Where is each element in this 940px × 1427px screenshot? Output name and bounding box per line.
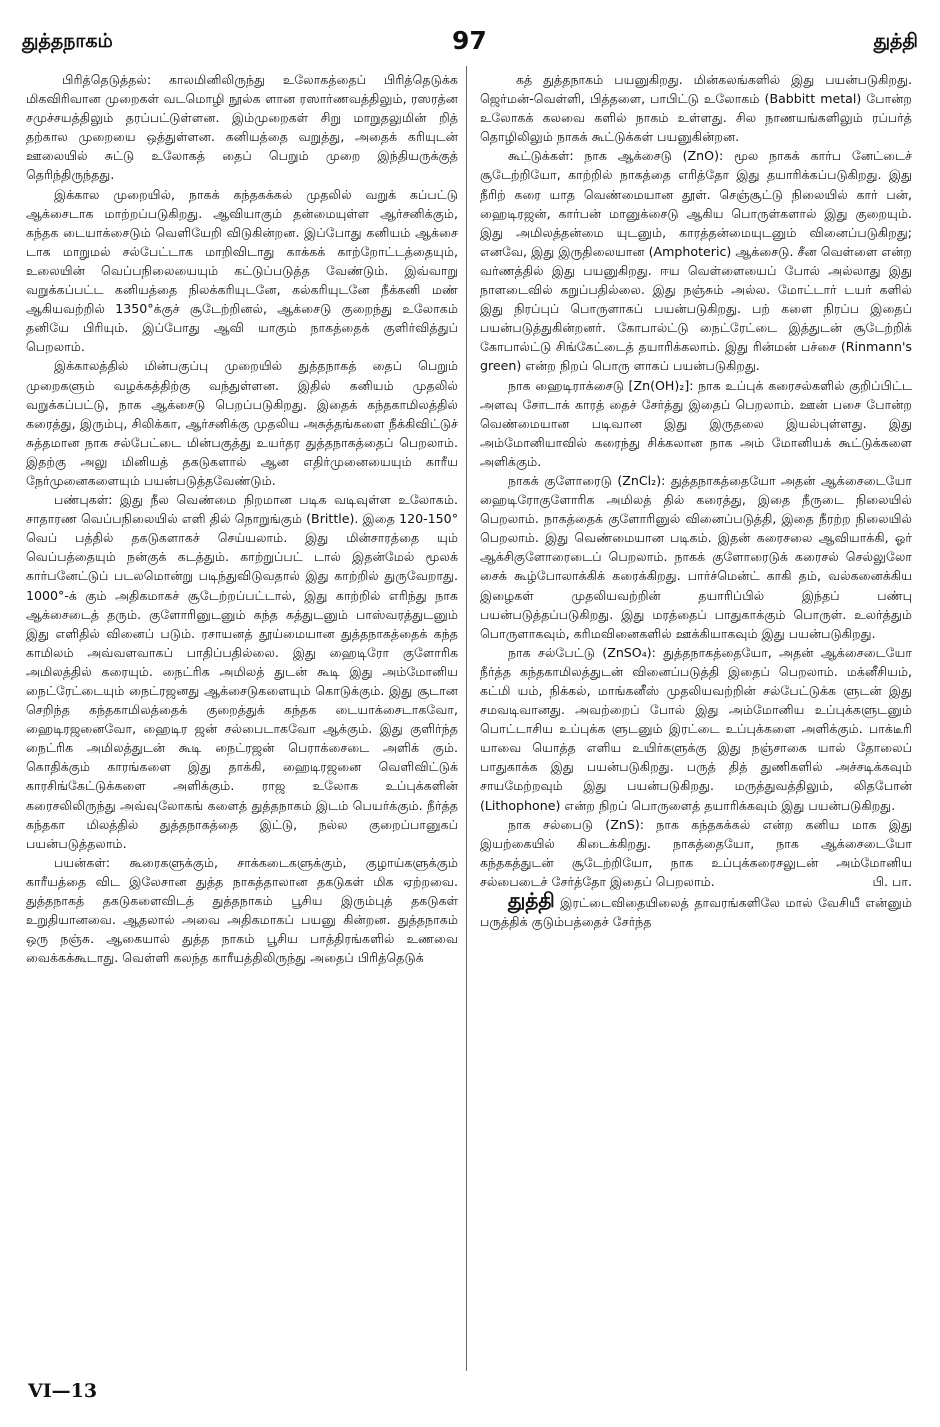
paragraph-zinc-hydroxide: நாக ஹைடிராக்சைடு [Zn(OH)₂]: நாக உப்புக் கரைசல்களில் குறிப்பிட்ட அளவு சோடாக் காரத் தைச் சேர்த்து இதைப் பெறலாம். ஊன் பசை போன்ற வெண்மையான படிவான இது இருதலை இயல்புள்ளது. இது அம்மோனியாவில் கரைந்து சிக்கலான நாக அம் மோனியக் கூட்டுக்களை அளிக்கும். [480, 377, 912, 469]
author-signature: பி. பா. [872, 873, 912, 889]
page-header [22, 26, 918, 60]
paragraph-zinc-chloride: நாகக் குளோரைடு (ZnCl₂): துத்தநாகத்தையோ அதன் ஆக்சைடையோ ஹைடிரோகுளோரிக அமிலத் தில் கரைத்து, இதை நீருடை நிலையில் பெறலாம். நாகத்தைக் குளோரினுல் வினைப்படுத்தி, இதை நீரற்ற நிலையில் பெறலாம். இது வெண்மையான படிகம். இதன் கரைசலை ஆவியாக்கி, ஓர் ஆக்சிகுளோரைடைப் பெறலாம். நாகக் குளோரைடுக் கரைசல் செல்லுலோ சைக் கூழ்போலாக்கிக் கரைக்கிறது. பார்ச்மென்ட் காகி தம், வல்கனைக்கிய இழைகள் முதலியவற்றின் தயாரிப்பில் இந்தப் பண்பு பயன்படுத்தப்படுகிறது. இது மரத்தைப் பாதுகாக்கும் பொருள். உலர்த்தும் பொருளாகவும், கரிமவினைகளில் ஊக்கியாகவும் இது பயன்படுகிறது. [480, 472, 912, 641]
left-column [26, 70, 458, 1370]
volume-signature: VI—13 [28, 1380, 98, 1402]
paragraph-uses-continued: கத் துத்தநாகம் பயனுகிறது. மின்கலங்களில் இது பயன்படுகிறது. ஜெர்மன்-வெள்ளி, பித்தளை, பாபிட்டு உலோகம் (Babbitt metal) போன்ற உலோகக் கலவை களில் நாகம் உள்ளது. சில நாணயங்களிலும் ரப்பர்த் தொழிலிலும் நாகக் கூட்டுக்கள் பயனுகின்றன. [480, 72, 912, 145]
paragraph-zinc-sulphide [480, 815, 912, 891]
entry-text: இரட்டைவிதையிலைத் தாவரங்களிலே மால் வேசியீ என்னும் பருத்திக் குடும்பத்தைச் சேர்ந்த [480, 895, 912, 930]
paragraph-properties: பண்புகள்: இது நீல வெண்மை நிறமான படிக வடிவுள்ள உலோகம். சாதாரண வெப்பநிலையில் எளி தில் நொறுங்கும் (Brittle). இதை 120-150° வெப் பத்தில் தகடுகளாகச் செய்யலாம். இது மின்சாரத்தை யும் வெப்பத்தையும் நன்குக் கடத்தும். காற்றுப்பட் டால் இதன்மேல் மூலக் கார்பனேட்டுப் படலமொன்று படிந்துவிடுவதால் இது காற்றில் துருவேறாது. 1000°-க் கும் அதிகமாகச் சூடேற்றப்பட்டால், இது காற்றில் எரிந்து நாக ஆக்சைடைத் தரும். குளோரினுடனும் கந்த கத்துடனும் பாஸ்வரத்துடனும் இது எளிதில் வினைப் படும். ரசாயனத் தூய்மையான துத்தநாகத்தைக் கந்த காமிலம் அவ்வளவாகப் பாதிப்பதில்லை. இது ஹைடிரோ குளோரிக அமிலத்தில் கரையும். நைட்ரிக அமிலத் துடன் கூடி இது அம்மோனிய நைட்ரேட்டையும் நைட்ரஜனது ஆக்சைடுகளையும் கொடுக்கும். இது சூடான செறிந்த கந்தகாமிலத்தைக் குறைத்துக் கந்தக டையாக்சைடாகவோ, ஹைடிரஜனைவோ, ஹைடிர ஜன் சல்பைடாகவோ ஆக்கும். இது குளிர்ந்த நைட்ரிக அமிலத்துடன் கூடி நைட்ரஜன் பெராக்சைடை அளிக் கும். கொதிக்கும் காரங்களை இது தாக்கி, ஹைடிரஜனை வெளிவிட்டுக் காரசிங்கேட்டுக்களை அளிக்கும். ராஜ உலோக உப்புக்களின் கரைசலிலிருந்து அவ்வுலோகங் களைத் துத்தநாகம் இடம் பெயர்க்கும். நீர்த்த கந்தகா மிலத்தில் துத்தநாகத்தை இட்டு, நல்ல குறைப்பானுகப் பயன்படுத்தலாம். [26, 492, 458, 851]
paragraph-extraction: பிரித்தெடுத்தல்: காலமினிலிருந்து உலோகத்தைப் பிரித்தெடுக்க மிகவிரிவான முறைகள் வடமொழி நூல்க ளான ரஸார்ணவத்திலும், ரஸரத்ன சமுச்சயத்திலும் தரப்பட்டுள்ளன. இம்முறைகள் சிறு மாறுதலுமின் றித் தற்கால முறையை ஒத்துள்ளன. கனியத்தை வறுத்து, அதைக் கரியுடன் ஊலையில் சுட்டு உலோகத் தைப் பெறும் முறை இந்தியருக்குத் தெரிந்திருந்தது. [26, 72, 458, 183]
paragraph-electrolysis: இக்காலத்தில் மின்பகுப்பு முறையில் துத்தநாகத் தைப் பெறும் முறைகளும் வழக்கத்திற்கு வந்துள்ளன. இதில் கனியம் முதலில் வறுக்கப்பட்டு, நாக ஆக்சைடு பெறப்படுகிறது. இதைக் கந்தகாமிலத்தில் கரைத்து, இரும்பு, சிலிக்கா, ஆர்சனிக்கு முதலிய அசுத்தங்களை நீக்கிவிட்டுச் சுத்தமான நாக சல்பேட்டை மின்பகுத்து உயர்தர துத்தநாகத்தைப் பெறலாம். இதற்கு அலு மினியத் தகடுகளால் ஆன எதிர்முனையையும் காரீய நேர்முனைகளையும் பயன்படுத்தவேண்டும். [26, 358, 458, 488]
page-number: 97 [452, 26, 487, 55]
entry-headword: துத்தி [508, 888, 555, 913]
running-head-left: துத்தநாகம் [22, 30, 113, 52]
column-divider [466, 66, 467, 1371]
paragraph-zinc-oxide: கூட்டுக்கள்: நாக ஆக்சைடு (ZnO): மூல நாகக் கார்ப னேட்டைச் சூடேற்றியோ, காற்றில் நாகத்தை எரித்தோ இது தயாரிக்கப்படுகிறது. இது நீரிற் கரை யாத வெண்மையான தூள். செஞ்சூட்டு நிலையில் கார் பன், ஹைடிரஜன், கார்பன் மானுக்சைடு ஆகிய பொருள்களால் இது குறையும். இது அமிலத்தன்மை யுடனும், காரத்தன்மையுடனும் வினைப்படுகிறது; எனவே, இது இருதிலையான (Amphoteric) ஆக்சைடு. சீன வெள்ளை என்ற வர்ணத்தில் இது பயனுகிறது. ஈய வெள்ளையைப் போல் அல்லாது இது நாளடைவில் கறுப்பதில்லை. இது நஞ்சும் அல்ல. மோட்டார் டயர் களில் இது நிரப்புப் பொருளாகப் பயன்படுகிறது. பற் களை நிரப்ப இதைப் பயன்படுத்துகின்றனர். கோபால்ட்டு நைட்ரேட்டை இத்துடன் சூடேற்றிக் கோபால்ட்டு சிங்கேட்டைத் தயாரிக்கலாம். இது ரின்மன் பச்சை (Rinmann's green) என்ற நிறப் பொரு ளாகப் பயன்படுகிறது. [480, 148, 912, 374]
next-entry [480, 888, 912, 931]
paragraph-zinc-sulphate: நாக சல்பேட்டு (ZnSO₄): துத்தநாகத்தையோ, அதன் ஆக்சைடையோ நீர்த்த கந்தகாமிலத்துடன் வினைப்படுத்தி இதைப் பெறலாம். மக்னீசியம், கட்மி யம், நிக்கல், மாங்கனீஸ் முதலியவற்றின் சல்பேட்டுக்க ளுடன் இது சமவடிவானது. அவற்றைப் போல் இது அம்மோனிய உப்புக்களுடனும் பொட்டாசிய உப்புக்க ளுடனும் இரட்டை உப்புக்களை அளிக்கும். பாக்டீரி யாவை யொத்த எளிய உயிர்களுக்கு இது நஞ்சாகை யால் தோலைப் பாதுகாக்க இது பயன்படுகிறது. பருத் தித் துணிகளில் அச்சடிக்கவும் சாயமேற்றவும் இது பயன்படுகிறது. மருத்துவத்திலும், லிதபோன் (Lithophone) என்ற நிறப் பொருளைத் தயாரிக்கவும் இது பயன்படுகிறது. [480, 644, 912, 813]
running-head-right: துத்தி [873, 30, 918, 52]
right-column [480, 70, 912, 1370]
paragraph-uses: பயன்கள்: கூரைகளுக்கும், சாக்கடைகளுக்கும், குழாய்களுக்கும் காரீயத்தை விட இலேசான துத்த நாகத்தாலான தகடுகள் மிக ஏற்றவை. துத்தநாகத் தகடுகளைவிடத் துத்தநாகம் பூசிய இரும்புத் தகடுகள் உறுதியானவை. ஆதலால் அவை அதிகமாகப் பயனு கின்றன. துத்தநாகம் ஒரு நஞ்சு. ஆகையால் துத்த நாகம் பூசிய பாத்திரங்களில் உணவை வைக்கக்கூடாது. வெள்ளி கலந்த காரீயத்திலிருந்து அதைப் பிரித்தெடுக் [26, 854, 458, 966]
paragraph-modern-method: இக்கால முறையில், நாகக் கந்தகக்கல் முதலில் வறுக் கப்பட்டு ஆக்சைடாக மாற்றப்படுகிறது. ஆவியாகும் தன்மையுள்ள ஆர்சனிக்கும், கந்தக டையாக்சைடும் வெளியேறி விடுகின்றன. இப்போது கனியம் ஆக்சை டாக மாறுமல் சல்பேட்டாக மாறிவிடாது காக்கக் காற்றோட்டத்தையும், உலையின் வெப்பநிலையையும் கட்டுப்படுத்த வேண்டும். இவ்வாறு வறுக்கப்பட்ட கனியத்தை நிலக்கரியுடனே, கல்கரியுடனே நீக்கனி மண் ஆகியவற்றில் 1350°க்குச் சூடேற்றினல், ஆக்சைடு குறைந்து உலோகம் தனியே பிரியும். இப்போது ஆவி யாகும் நாகத்தைக் குளிர்வித்துப் பெறலாம். [26, 186, 458, 355]
zinc-sulphide-text: நாக சல்பைடு (ZnS): நாக கந்தகக்கல் என்ற கனிய மாக இது இயற்கையில் கிடைக்கிறது. நாகத்தையோ, நாக ஆக்சைடையோ கந்தகத்துடன் சூடேற்றியோ, நாக உப்புக்கரைசலுடன் அம்மோனிய சல்பைடைச் சேர்த்தோ இதைப் பெறலாம். [480, 816, 912, 889]
